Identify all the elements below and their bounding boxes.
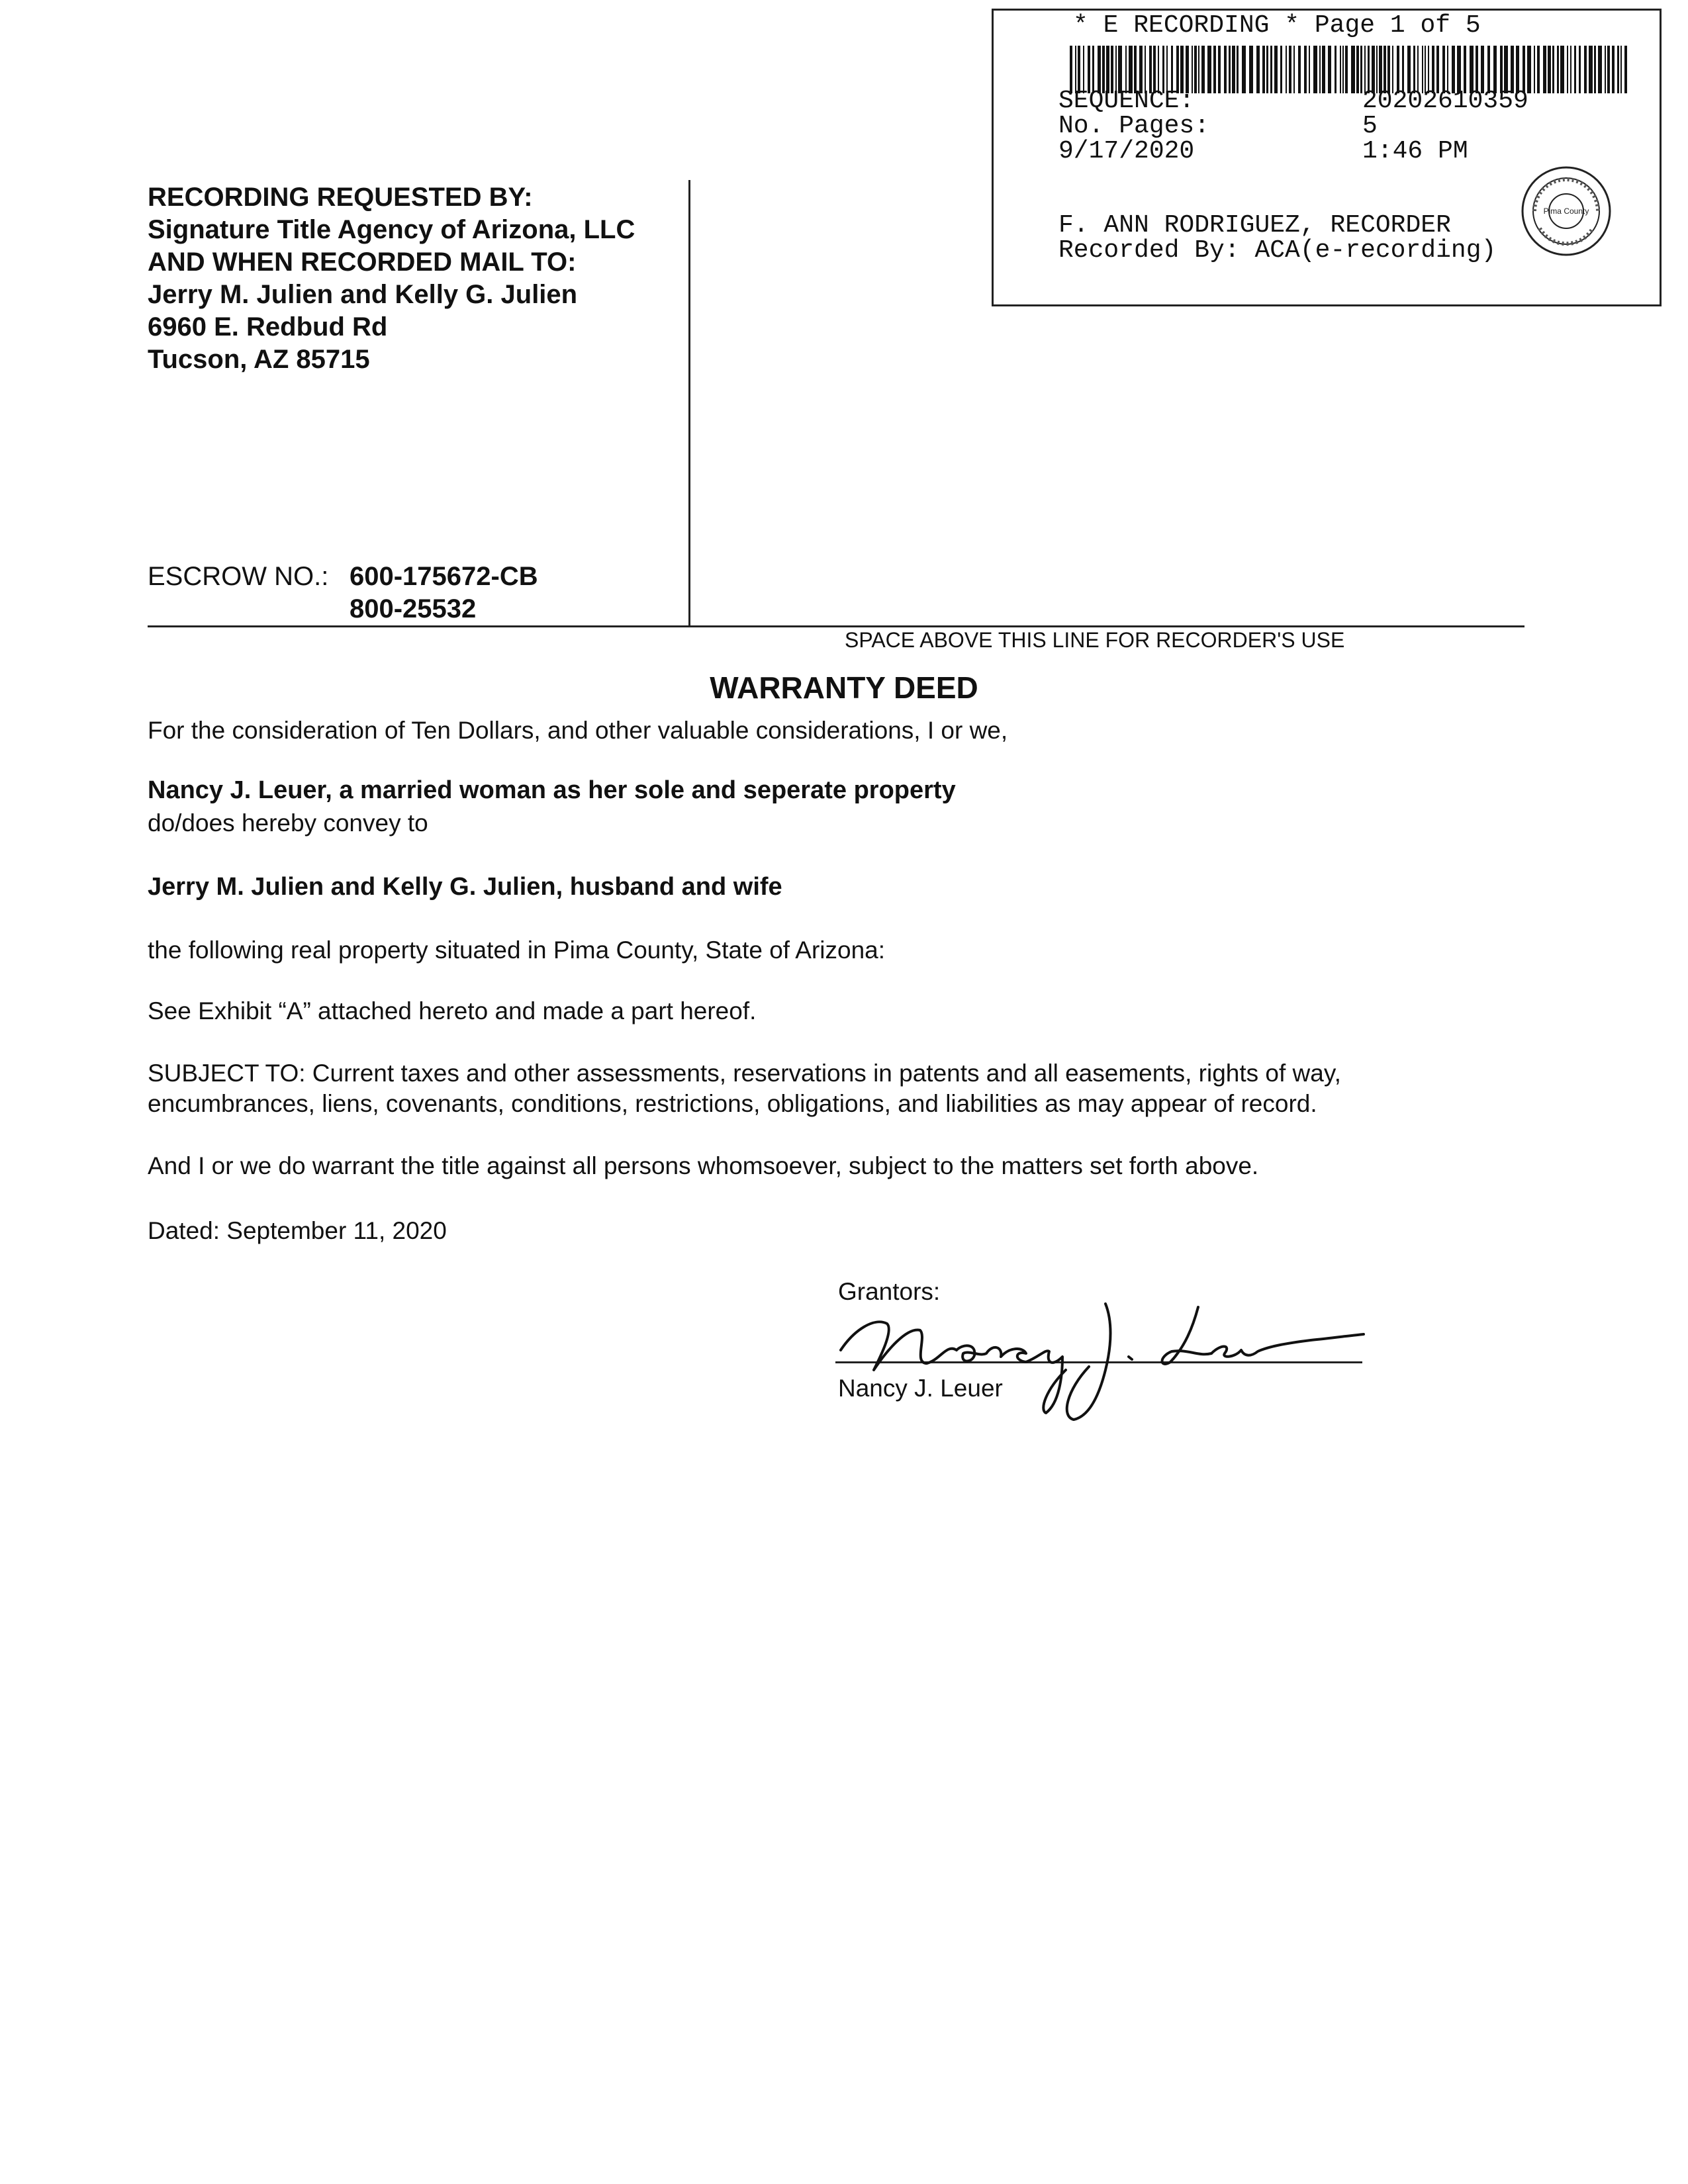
barcode-stripe bbox=[1309, 46, 1310, 93]
pages-label: No. Pages: bbox=[1058, 112, 1210, 140]
requesting-agency: Signature Title Agency of Arizona, LLC bbox=[148, 215, 635, 244]
county-recorder-seal-icon bbox=[1520, 165, 1613, 257]
mail-to-street: 6960 E. Redbud Rd bbox=[148, 312, 388, 341]
barcode-stripe bbox=[1570, 46, 1571, 93]
barcode-stripe bbox=[1574, 46, 1576, 93]
barcode-stripe bbox=[1598, 46, 1602, 93]
barcode-stripe bbox=[1624, 46, 1627, 93]
barcode-stripe bbox=[1594, 46, 1596, 93]
header-vertical-divider bbox=[688, 180, 690, 627]
recorder-stamp-box bbox=[992, 9, 1662, 306]
barcode-stripe bbox=[1224, 46, 1227, 93]
barcode-stripe bbox=[1270, 46, 1272, 93]
barcode-stripe bbox=[1579, 46, 1581, 93]
dated-text: Dated: September 11, 2020 bbox=[148, 1217, 447, 1244]
recorder-name: F. ANN RODRIGUEZ, RECORDER bbox=[1058, 211, 1451, 240]
seal-center-text: Pima County bbox=[1543, 206, 1589, 216]
barcode-stripe bbox=[1534, 46, 1535, 93]
barcode-stripe bbox=[1256, 46, 1260, 93]
barcode-stripe bbox=[1328, 46, 1331, 93]
barcode-stripe bbox=[1232, 46, 1235, 93]
barcode-stripe bbox=[1293, 46, 1295, 93]
barcode-stripe bbox=[1356, 46, 1359, 93]
barcode-stripe bbox=[1552, 46, 1554, 93]
signer-name: Nancy J. Leuer bbox=[838, 1375, 1003, 1402]
barcode-stripe bbox=[1340, 46, 1341, 93]
barcode-stripe bbox=[1218, 46, 1221, 93]
barcode-stripe bbox=[1605, 46, 1606, 93]
barcode-stripe bbox=[1342, 46, 1344, 93]
mail-to-city: Tucson, AZ 85715 bbox=[148, 345, 370, 374]
escrow-label: ESCROW NO.: bbox=[148, 562, 329, 591]
grantee-text: Jerry M. Julien and Kelly G. Julien, husband and wife bbox=[148, 873, 782, 901]
barcode-stripe bbox=[1298, 46, 1301, 93]
barcode-stripe bbox=[1620, 46, 1622, 93]
barcode-stripe bbox=[1304, 46, 1307, 93]
sequence-label: SEQUENCE: bbox=[1058, 87, 1195, 115]
escrow-number-1: 600-175672-CB bbox=[350, 562, 538, 591]
mail-to-names: Jerry M. Julien and Kelly G. Julien bbox=[148, 280, 578, 309]
grantor-text: Nancy J. Leuer, a married woman as her sole and seperate property bbox=[148, 776, 956, 804]
mail-to-label: AND WHEN RECORDED MAIL TO: bbox=[148, 248, 577, 277]
barcode-stripe bbox=[1242, 46, 1246, 93]
barcode-stripe bbox=[1537, 46, 1540, 93]
barcode-stripe bbox=[1194, 46, 1197, 93]
exhibit-text: See Exhibit “A” attached hereto and made a part hereof. bbox=[148, 997, 757, 1024]
barcode-stripe bbox=[1351, 46, 1355, 93]
barcode-stripe bbox=[1584, 46, 1587, 93]
recording-requested-label: RECORDING REQUESTED BY: bbox=[148, 183, 533, 212]
barcode-stripe bbox=[1543, 46, 1546, 93]
subject-to-line-2: encumbrances, liens, covenants, conditions, restrictions, obligations, and liabilities as may appear of record. bbox=[148, 1090, 1317, 1117]
barcode-stripe bbox=[1229, 46, 1231, 93]
deed-title: WARRANTY DEED bbox=[710, 670, 978, 705]
barcode-stripe bbox=[1617, 46, 1619, 93]
barcode-stripe bbox=[1198, 46, 1199, 93]
barcode-stripe bbox=[1262, 46, 1265, 93]
consideration-text: For the consideration of Ten Dollars, and other valuable considerations, I or we, bbox=[148, 717, 1008, 744]
sequence-value: 20202610359 bbox=[1362, 87, 1528, 115]
barcode-stripe bbox=[1557, 46, 1559, 93]
barcode-stripe bbox=[1286, 46, 1287, 93]
barcode-stripe bbox=[1213, 46, 1216, 93]
record-time: 1:46 PM bbox=[1362, 137, 1468, 165]
barcode-stripe bbox=[1345, 46, 1348, 93]
warrant-text: And I or we do warrant the title against all persons whomsoever, subject to the matters set forth above. bbox=[148, 1152, 1259, 1179]
barcode-stripe bbox=[1313, 46, 1317, 93]
pages-value: 5 bbox=[1362, 112, 1378, 140]
barcode-stripe bbox=[1322, 46, 1325, 93]
barcode-stripe bbox=[1274, 46, 1278, 93]
barcode-stripe bbox=[1548, 46, 1551, 93]
grantors-label: Grantors: bbox=[838, 1278, 941, 1305]
convey-text: do/does hereby convey to bbox=[148, 809, 428, 837]
barcode-stripe bbox=[1237, 46, 1239, 93]
barcode-stripe bbox=[1612, 46, 1615, 93]
recorded-by: Recorded By: ACA(e-recording) bbox=[1058, 236, 1497, 265]
barcode-stripe bbox=[1266, 46, 1268, 93]
barcode-stripe bbox=[1319, 46, 1321, 93]
barcode-stripe bbox=[1207, 46, 1211, 93]
recording-header: * E RECORDING * Page 1 of 5 bbox=[1073, 11, 1481, 40]
barcode-stripe bbox=[1201, 46, 1205, 93]
record-date: 9/17/2020 bbox=[1058, 137, 1195, 165]
barcode-stripe bbox=[1280, 46, 1282, 93]
barcode-stripe bbox=[1335, 46, 1336, 93]
recorder-space-note: SPACE ABOVE THIS LINE FOR RECORDER'S USE bbox=[845, 628, 1345, 652]
barcode-stripe bbox=[1249, 46, 1253, 93]
handwritten-signature bbox=[827, 1291, 1370, 1443]
subject-to-line-1: SUBJECT TO: Current taxes and other assessments, reservations in patents and all easements, rights of way, bbox=[148, 1060, 1341, 1087]
barcode-stripe bbox=[1607, 46, 1610, 93]
property-text: the following real property situated in Pima County, State of Arizona: bbox=[148, 936, 886, 964]
barcode-stripe bbox=[1589, 46, 1593, 93]
barcode-stripe bbox=[1560, 46, 1564, 93]
escrow-number-2: 800-25532 bbox=[350, 594, 477, 623]
barcode-stripe bbox=[1567, 46, 1568, 93]
barcode-stripe bbox=[1289, 46, 1291, 93]
